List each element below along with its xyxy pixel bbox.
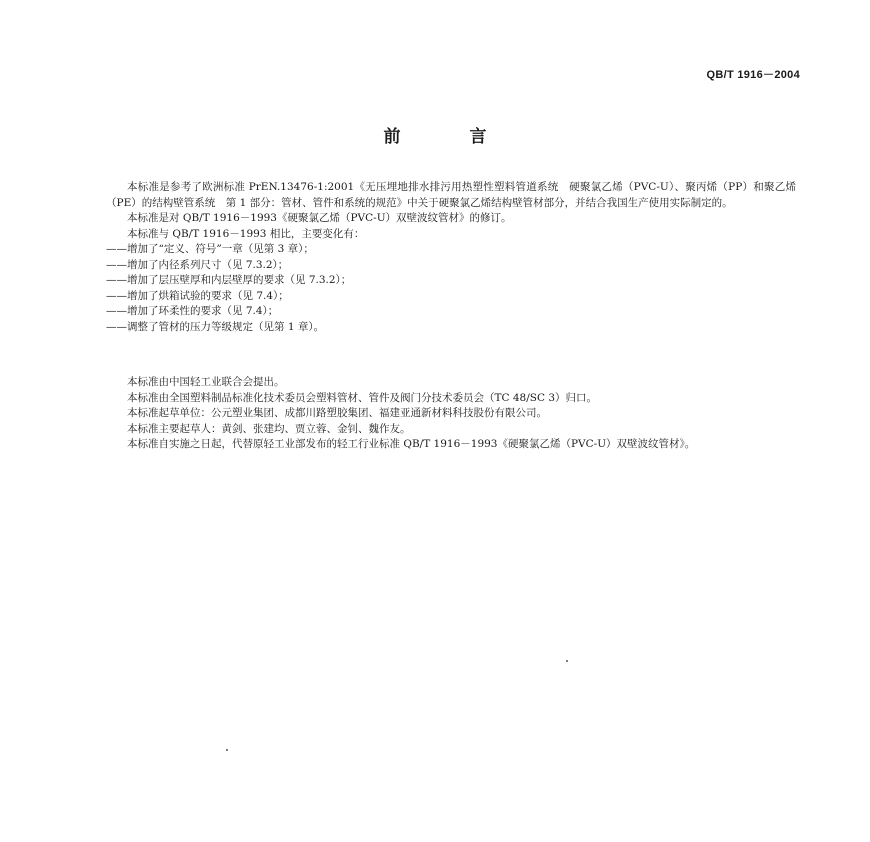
change-item: ——增加了内径系列尺寸（见 7.3.2）； xyxy=(106,258,289,271)
change-item: ——增加了“定义、符号”一章（见第 3 章）； xyxy=(106,243,314,255)
change-item: ——增加了层压壁厚和内层壁厚的要求（见 7.3.2）； xyxy=(106,274,352,286)
drafting-units-paragraph: 本标准起草单位：公元塑业集团、成都川路塑胶集团、福建亚通新材料科技股份有限公司。 xyxy=(127,407,547,419)
changes-intro-paragraph: 本标准与 QB/T 1916－1993 相比，主要变化有： xyxy=(127,227,365,240)
supersedes-paragraph: 本标准自实施之日起，代替原轻工业部发布的轻工行业标准 QB/T 1916－1993《硬聚氯乙烯（PVC-U）双壁波纹管材》。 xyxy=(127,438,696,450)
change-item: ——调整了管材的压力等级规定（见第 1 章）。 xyxy=(106,320,325,333)
change-item: ——增加了环柔性的要求（见 7.4）； xyxy=(106,305,279,317)
page-title: 前 言 xyxy=(383,127,513,147)
admin-section xyxy=(106,375,796,453)
change-item: ——增加了烘箱试验的要求（见 7.4）； xyxy=(106,289,289,302)
reference-paragraph: 本标准是参考了欧洲标准 PrEN.13476-1:2001《无压埋地排水排污用热塑性塑料管道系统 硬聚氯乙烯（PVC-U）、聚丙烯（PP）和聚乙烯（PE）的结构壁管系统 第 1 部分：管材、管件和系统的规范》中关于硬聚氯乙烯结构壁管材部分，并结合我国生产使用实际制定的。 xyxy=(106,181,796,209)
scan-speck xyxy=(226,749,228,751)
committee-paragraph: 本标准由全国塑料制品标准化技术委员会塑料管材、管件及阀门分技术委员会（TC 48/SC 3）归口。 xyxy=(127,391,598,404)
proposer-paragraph: 本标准由中国轻工业联合会提出。 xyxy=(127,376,285,388)
drafters-paragraph: 本标准主要起草人：黄剑、张建均、贾立蓉、金钊、魏作友。 xyxy=(127,422,411,435)
revision-paragraph: 本标准是对 QB/T 1916－1993《硬聚氯乙烯（PVC-U）双壁波纹管材》的修订。 xyxy=(127,212,512,224)
scan-speck xyxy=(566,660,568,662)
standard-code: QB/T 1916－2004 xyxy=(706,69,800,81)
intro-section xyxy=(106,180,796,335)
